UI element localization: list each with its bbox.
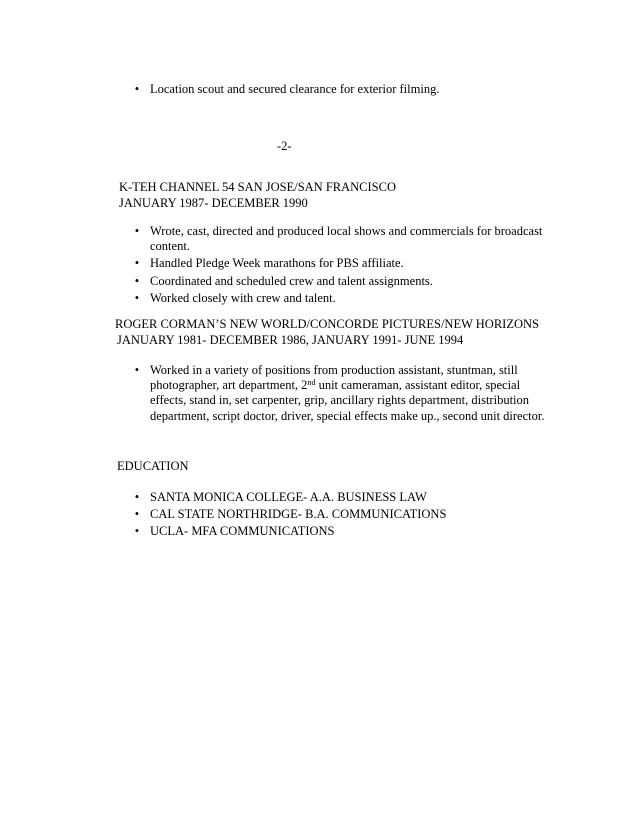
education-item: UCLA- MFA COMMUNICATIONS — [150, 524, 335, 539]
job1-dates: JANUARY 1987- DECEMBER 1990 — [119, 196, 308, 210]
job2-title: ROGER CORMAN’S NEW WORLD/CONCORDE PICTURES/NEW HORIZONS — [115, 317, 539, 331]
page-number: -2- — [277, 139, 292, 153]
job2-bullet-list — [130, 363, 550, 426]
list-item — [130, 224, 560, 254]
bullet-icon: • — [134, 224, 140, 238]
education-list — [130, 490, 560, 542]
bullet-icon: • — [134, 507, 140, 522]
bullet-icon: • — [134, 82, 140, 96]
ordinal-suffix: nd — [307, 378, 316, 388]
job1-title: K-TEH CHANNEL 54 SAN JOSE/SAN FRANCISCO — [119, 180, 396, 194]
bullet-icon: • — [134, 490, 140, 504]
list-item — [130, 274, 560, 289]
job1-bullet-list — [130, 224, 560, 308]
bullet-text: Location scout and secured clearance for exterior filming. — [150, 82, 440, 96]
list-item — [130, 256, 560, 271]
list-item — [130, 363, 550, 424]
bullet-icon: • — [134, 256, 140, 271]
list-item — [130, 490, 560, 505]
education-heading: EDUCATION — [117, 459, 189, 473]
bullet-text: Worked closely with crew and talent. — [150, 290, 336, 305]
top-bullet-list — [130, 82, 570, 99]
bullet-text-part: unit cameraman, assistant editor, special effects, stand in, set carpenter, grip, ancillary rights department, distribution department, script doctor, driver, special effects make up., second unit director. — [150, 378, 545, 423]
list-item — [130, 507, 560, 522]
bullet-text: Coordinated and scheduled crew and talent assignments. — [150, 273, 433, 288]
bullet-text: Handled Pledge Week marathons for PBS affiliate. — [150, 256, 404, 271]
bullet-text-part: Worked in a variety of positions from production assistant, stuntman, still photographer, art department, 2 — [150, 363, 518, 393]
bullet-text — [150, 363, 544, 423]
list-item — [130, 291, 560, 306]
education-item: CAL STATE NORTHRIDGE- B.A. COMMUNICATIONS — [150, 507, 447, 522]
list-item — [130, 82, 570, 97]
bullet-icon: • — [134, 524, 140, 539]
bullet-icon: • — [134, 290, 140, 305]
bullet-icon: • — [134, 273, 140, 288]
list-item — [130, 524, 560, 539]
job2-dates: JANUARY 1981- DECEMBER 1986, JANUARY 1991- JUNE 1994 — [117, 333, 464, 347]
education-item: SANTA MONICA COLLEGE- A.A. BUSINESS LAW — [150, 490, 427, 504]
bullet-icon: • — [134, 363, 140, 377]
bullet-text: Wrote, cast, directed and produced local shows and commercials for broadcast content. — [150, 224, 543, 254]
